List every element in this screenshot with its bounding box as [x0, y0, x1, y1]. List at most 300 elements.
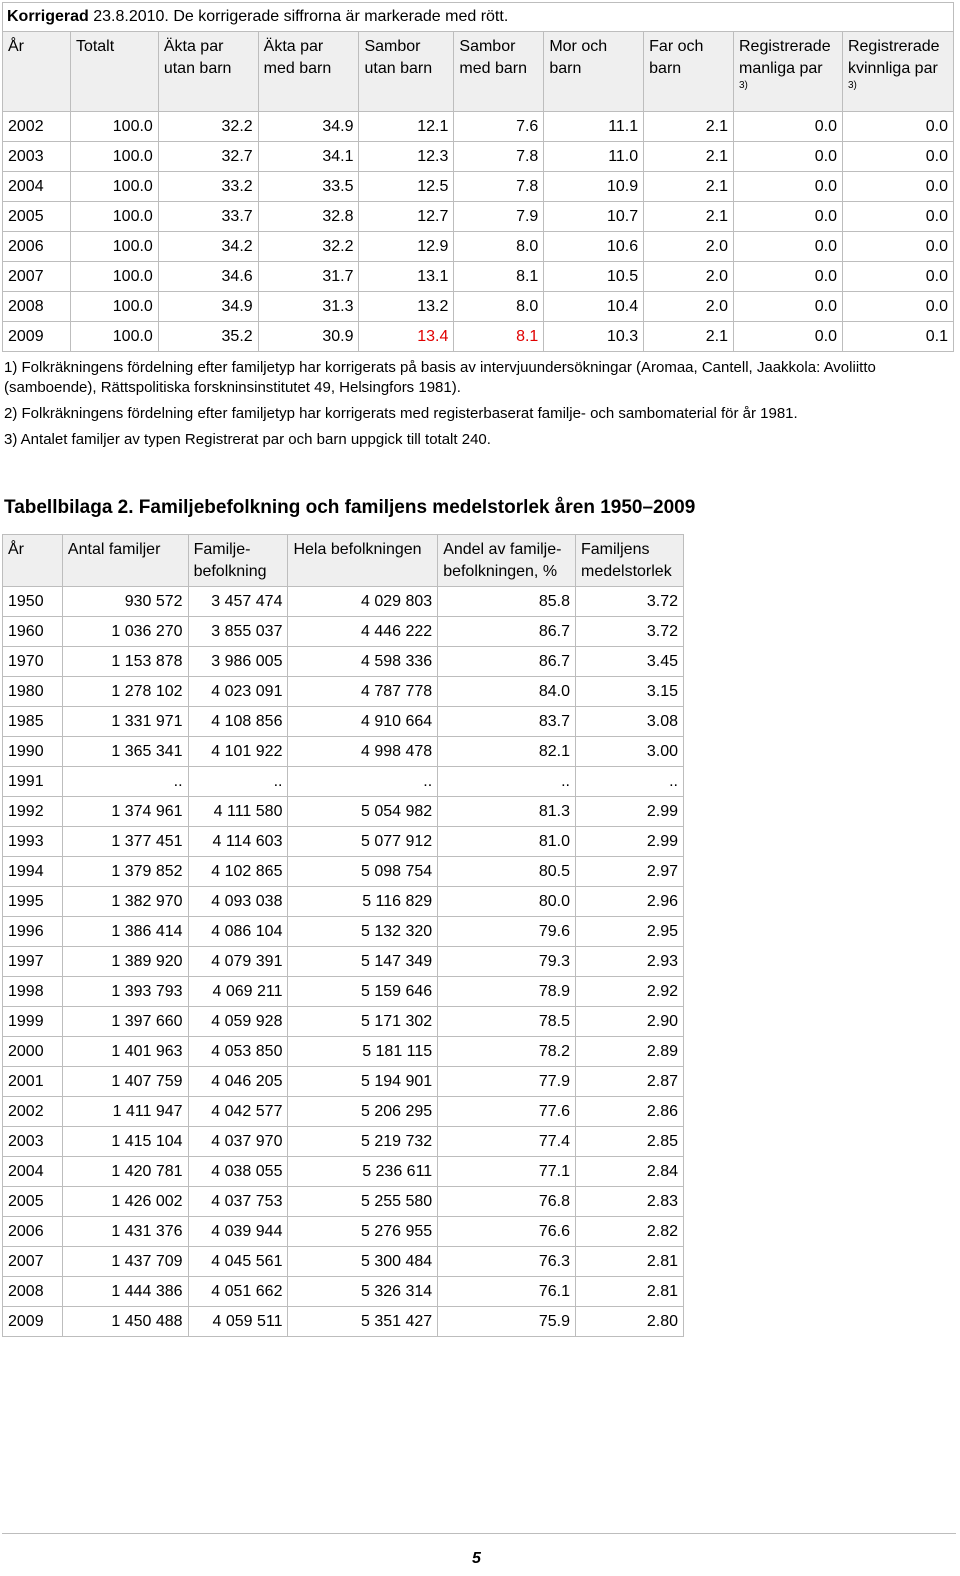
table-cell: 2.1: [644, 112, 734, 142]
table-row: [3, 827, 684, 857]
table-cell: 34.1: [258, 142, 359, 172]
table-cell: 1 278 102: [62, 677, 188, 707]
footnote-3: 3) Antalet familjer av typen Registrerat par och barn uppgick till totalt 240.: [4, 431, 491, 448]
table-cell: 4 039 944: [188, 1217, 288, 1247]
table-cell: 100.0: [70, 202, 158, 232]
year-cell: 1992: [3, 797, 63, 827]
table-cell: 0.0: [842, 202, 953, 232]
table-cell: 12.9: [359, 232, 454, 262]
table-cell: 32.2: [158, 112, 258, 142]
table1-header-label: Far och barn: [649, 38, 704, 77]
table-cell: 86.7: [438, 617, 576, 647]
table-cell: 0.0: [734, 112, 843, 142]
table-cell: 4 051 662: [188, 1277, 288, 1307]
table-cell: 1 450 488: [62, 1307, 188, 1337]
table1-header-cell: [454, 32, 544, 112]
table1-header-cell: [70, 32, 158, 112]
table-cell: 100.0: [70, 262, 158, 292]
table-cell: 3 855 037: [188, 617, 288, 647]
year-cell: 1985: [3, 707, 63, 737]
table-cell: 1 382 970: [62, 887, 188, 917]
table-cell: 2.81: [576, 1277, 684, 1307]
year-cell: 2003: [3, 1127, 63, 1157]
table2-header-cell: År: [3, 535, 63, 587]
table-cell: 5 116 829: [288, 887, 438, 917]
table-cell: 100.0: [70, 142, 158, 172]
table-cell: 3.72: [576, 617, 684, 647]
table1-header-label: Sambor utan barn: [364, 38, 433, 77]
year-cell: 2002: [3, 112, 71, 142]
table-cell: 2.96: [576, 887, 684, 917]
table-cell: 1 379 852: [62, 857, 188, 887]
table-cell: 0.0: [842, 172, 953, 202]
table-cell: 2.1: [644, 172, 734, 202]
table-cell: 1 444 386: [62, 1277, 188, 1307]
year-cell: 1996: [3, 917, 63, 947]
table-row: [3, 1307, 684, 1337]
table-row: [3, 767, 684, 797]
table-cell: 1 393 793: [62, 977, 188, 1007]
table-cell: 30.9: [258, 322, 359, 352]
table-cell: 2.0: [644, 262, 734, 292]
table-row: [3, 797, 684, 827]
table-cell: 76.6: [438, 1217, 576, 1247]
table-row: [3, 1217, 684, 1247]
year-cell: 2009: [3, 322, 71, 352]
table-cell: 8.1: [454, 262, 544, 292]
year-cell: 2001: [3, 1067, 63, 1097]
table-cell: 5 236 611: [288, 1157, 438, 1187]
table1-header-label: År: [8, 38, 24, 55]
table-cell: 4 598 336: [288, 647, 438, 677]
family-population-table: [2, 534, 684, 1337]
table-cell: 2.85: [576, 1127, 684, 1157]
table-cell: 1 411 947: [62, 1097, 188, 1127]
table-cell: 3 457 474: [188, 587, 288, 617]
table-cell: 7.9: [454, 202, 544, 232]
table-cell: 5 147 349: [288, 947, 438, 977]
table-cell: 7.8: [454, 172, 544, 202]
table-cell: 2.83: [576, 1187, 684, 1217]
table-cell: 4 998 478: [288, 737, 438, 767]
table-cell: 4 102 865: [188, 857, 288, 887]
year-cell: 2004: [3, 1157, 63, 1187]
table-cell: 5 181 115: [288, 1037, 438, 1067]
table-cell: 930 572: [62, 587, 188, 617]
table-cell: 2.81: [576, 1247, 684, 1277]
table-cell: 79.3: [438, 947, 576, 977]
table-cell: 13.1: [359, 262, 454, 292]
table-cell: 10.5: [544, 262, 644, 292]
table-cell: 0.1: [842, 322, 953, 352]
table-cell: 10.3: [544, 322, 644, 352]
table-cell: 32.7: [158, 142, 258, 172]
table-cell: 0.0: [734, 202, 843, 232]
table-cell: 2.84: [576, 1157, 684, 1187]
table-cell: 2.86: [576, 1097, 684, 1127]
table1-header-cell: [842, 32, 953, 112]
table-cell: 5 054 982: [288, 797, 438, 827]
table1-header-cell: [544, 32, 644, 112]
footnote-2: 2) Folkräkningens fördelning efter familjetyp har korrigerats med registerbaserat familje- och sambomaterial för år 1981.: [4, 405, 798, 422]
year-cell: 1993: [3, 827, 63, 857]
table2-header-cell: Familjens medelstorlek: [576, 535, 684, 587]
year-cell: 2004: [3, 172, 71, 202]
table-row: [3, 322, 954, 352]
table1-header-label: Äkta par utan barn: [163, 38, 232, 77]
table-cell: 4 069 211: [188, 977, 288, 1007]
table-cell: 5 300 484: [288, 1247, 438, 1277]
year-cell: 2008: [3, 1277, 63, 1307]
table-cell: 1 365 341: [62, 737, 188, 767]
table1-header-cell: [258, 32, 359, 112]
table1-header-label: Registrerade manliga par: [739, 38, 831, 77]
table1-header-cell: [644, 32, 734, 112]
table-cell: 100.0: [70, 292, 158, 322]
table-cell: 2.1: [644, 202, 734, 232]
table-cell: 76.8: [438, 1187, 576, 1217]
table-row: [3, 1187, 684, 1217]
table-cell: 12.1: [359, 112, 454, 142]
table-cell: 76.1: [438, 1277, 576, 1307]
table-cell: 34.9: [258, 112, 359, 142]
table-cell: 2.99: [576, 827, 684, 857]
table-cell: 11.1: [544, 112, 644, 142]
table-cell: 77.9: [438, 1067, 576, 1097]
table-cell: 33.5: [258, 172, 359, 202]
table-cell: 85.8: [438, 587, 576, 617]
table-row: [3, 202, 954, 232]
year-cell: 2006: [3, 232, 71, 262]
table-cell: 100.0: [70, 322, 158, 352]
table-cell: 100.0: [70, 172, 158, 202]
year-cell: 2002: [3, 1097, 63, 1127]
year-cell: 1950: [3, 587, 63, 617]
table-row: [3, 887, 684, 917]
table-cell: 33.7: [158, 202, 258, 232]
table-cell: 5 219 732: [288, 1127, 438, 1157]
table-cell: 1 036 270: [62, 617, 188, 647]
table-cell: 2.1: [644, 142, 734, 172]
table-cell: 78.5: [438, 1007, 576, 1037]
table-row: [3, 1127, 684, 1157]
year-cell: 2005: [3, 1187, 63, 1217]
table-cell: 77.6: [438, 1097, 576, 1127]
table-cell: 80.0: [438, 887, 576, 917]
table-cell: 4 037 970: [188, 1127, 288, 1157]
table-cell: 5 351 427: [288, 1307, 438, 1337]
year-cell: 2005: [3, 202, 71, 232]
table-cell: 4 101 922: [188, 737, 288, 767]
table-cell: 35.2: [158, 322, 258, 352]
table-cell: 8.0: [454, 292, 544, 322]
table-row: [3, 947, 684, 977]
table1-header-cell: [3, 32, 71, 112]
table-cell: 11.0: [544, 142, 644, 172]
table1-header-label: Registrerade kvinnliga par: [847, 38, 940, 77]
correction-text: 23.8.2010. De korrigerade siffrorna är markerade med rött.: [88, 8, 509, 25]
table-cell: 2.1: [644, 322, 734, 352]
table-cell: 1 377 451: [62, 827, 188, 857]
table1-header-row: [3, 32, 954, 112]
table-cell: 1 426 002: [62, 1187, 188, 1217]
year-cell: 1998: [3, 977, 63, 1007]
table-cell: 4 059 928: [188, 1007, 288, 1037]
table-cell: 31.3: [258, 292, 359, 322]
table-row: [3, 1157, 684, 1187]
table-cell: 5 132 320: [288, 917, 438, 947]
table-cell: 5 077 912: [288, 827, 438, 857]
table-cell: 5 098 754: [288, 857, 438, 887]
table-cell: 4 910 664: [288, 707, 438, 737]
table2-header-row: [3, 535, 684, 587]
year-cell: 1980: [3, 677, 63, 707]
table-row: [3, 1067, 684, 1097]
table-cell: 5 206 295: [288, 1097, 438, 1127]
table-cell: 13.2: [359, 292, 454, 322]
table1-header-note: 3): [847, 80, 857, 91]
table-row: [3, 917, 684, 947]
table-cell: 1 401 963: [62, 1037, 188, 1067]
year-cell: 2000: [3, 1037, 63, 1067]
footnote-1: 1) Folkräkningens fördelning efter familjetyp har korrigerats på basis av intervjuundersökningar (Aromaa, Cantell, Jaakkola: Avoliitto (samboende), Rättspolitiska forskninsinstitutet 49, Helsingfors 1981).: [4, 359, 876, 396]
year-cell: 2009: [3, 1307, 63, 1337]
table-row: [3, 1247, 684, 1277]
table-cell: 5 255 580: [288, 1187, 438, 1217]
table-cell: 12.3: [359, 142, 454, 172]
table-cell: 4 086 104: [188, 917, 288, 947]
table-cell: 5 194 901: [288, 1067, 438, 1097]
table-cell: 5 171 302: [288, 1007, 438, 1037]
table-row: [3, 292, 954, 322]
table-row: [3, 142, 954, 172]
table-row: [3, 737, 684, 767]
table1-header-cell: [359, 32, 454, 112]
year-cell: 2008: [3, 292, 71, 322]
table-cell: 12.7: [359, 202, 454, 232]
table-cell: 1 431 376: [62, 1217, 188, 1247]
table-cell: 1 153 878: [62, 647, 188, 677]
table2-header-cell: Familje- befolkning: [188, 535, 288, 587]
table-cell: 10.7: [544, 202, 644, 232]
corrected-value-cell: 8.1: [454, 322, 544, 352]
table-cell: 32.8: [258, 202, 359, 232]
table1-header-cell: [158, 32, 258, 112]
table-cell: 34.2: [158, 232, 258, 262]
table-row: [3, 647, 684, 677]
table-cell: 3.45: [576, 647, 684, 677]
table-row: [3, 707, 684, 737]
table2-header-cell: Hela befolkningen: [288, 535, 438, 587]
table-cell: 80.5: [438, 857, 576, 887]
table-row: [3, 677, 684, 707]
table-cell: 4 042 577: [188, 1097, 288, 1127]
table-row: [3, 172, 954, 202]
table-cell: 4 046 205: [188, 1067, 288, 1097]
table-cell: 100.0: [70, 232, 158, 262]
table-cell: 79.6: [438, 917, 576, 947]
table-cell: 2.93: [576, 947, 684, 977]
table-cell: 2.92: [576, 977, 684, 1007]
table-cell: 0.0: [842, 262, 953, 292]
table-cell: 0.0: [734, 262, 843, 292]
table-cell: 86.7: [438, 647, 576, 677]
table-cell: 4 079 391: [188, 947, 288, 977]
table-row: [3, 587, 684, 617]
table1-header-label: Totalt: [75, 38, 115, 55]
year-cell: 2007: [3, 262, 71, 292]
year-cell: 1970: [3, 647, 63, 677]
table-cell: 0.0: [842, 232, 953, 262]
table-cell: 2.90: [576, 1007, 684, 1037]
table-cell: 4 111 580: [188, 797, 288, 827]
table-cell: 1 389 920: [62, 947, 188, 977]
table-cell: 3.00: [576, 737, 684, 767]
table-cell: 1 331 971: [62, 707, 188, 737]
table-cell: 2.82: [576, 1217, 684, 1247]
table-cell: 4 093 038: [188, 887, 288, 917]
year-cell: 1995: [3, 887, 63, 917]
table2-header-cell: Antal familjer: [62, 535, 188, 587]
table-cell: 1 374 961: [62, 797, 188, 827]
table-cell: 10.6: [544, 232, 644, 262]
table-cell: 4 037 753: [188, 1187, 288, 1217]
table-cell: 0.0: [734, 322, 843, 352]
table-row: [3, 1037, 684, 1067]
table1-header-label: Mor och barn: [549, 38, 608, 77]
table-cell: 0.0: [734, 142, 843, 172]
table-cell: 33.2: [158, 172, 258, 202]
table-cell: 84.0: [438, 677, 576, 707]
table-cell: 2.95: [576, 917, 684, 947]
table-cell: 5 159 646: [288, 977, 438, 1007]
table-cell: 77.1: [438, 1157, 576, 1187]
table-cell: 83.7: [438, 707, 576, 737]
table-cell: 5 276 955: [288, 1217, 438, 1247]
table-cell: 4 114 603: [188, 827, 288, 857]
table-cell: 12.5: [359, 172, 454, 202]
table-cell: 7.8: [454, 142, 544, 172]
table-cell: 0.0: [734, 172, 843, 202]
table-cell: ..: [62, 767, 188, 797]
table-cell: 31.7: [258, 262, 359, 292]
table-cell: 75.9: [438, 1307, 576, 1337]
table-cell: 78.2: [438, 1037, 576, 1067]
table-row: [3, 617, 684, 647]
table-cell: 1 407 759: [62, 1067, 188, 1097]
table-cell: 5 326 314: [288, 1277, 438, 1307]
table-cell: 4 045 561: [188, 1247, 288, 1277]
table-cell: 1 415 104: [62, 1127, 188, 1157]
table-cell: 4 108 856: [188, 707, 288, 737]
table-cell: ..: [288, 767, 438, 797]
footnotes: [4, 358, 956, 456]
table-cell: ..: [438, 767, 576, 797]
table-cell: 10.9: [544, 172, 644, 202]
table-cell: 10.4: [544, 292, 644, 322]
year-cell: 1994: [3, 857, 63, 887]
table-cell: 81.0: [438, 827, 576, 857]
year-cell: 1997: [3, 947, 63, 977]
table-cell: 4 038 055: [188, 1157, 288, 1187]
year-cell: 1999: [3, 1007, 63, 1037]
table-cell: 76.3: [438, 1247, 576, 1277]
table-cell: 0.0: [734, 292, 843, 322]
table1-header-cell: [734, 32, 843, 112]
year-cell: 1960: [3, 617, 63, 647]
corrected-value-cell: 13.4: [359, 322, 454, 352]
table-cell: 2.99: [576, 797, 684, 827]
table-cell: 4 023 091: [188, 677, 288, 707]
table2-header-cell: Andel av familje- befolkningen, %: [438, 535, 576, 587]
table-cell: 2.0: [644, 232, 734, 262]
table-cell: 2.87: [576, 1067, 684, 1097]
table-cell: 1 420 781: [62, 1157, 188, 1187]
table-cell: 78.9: [438, 977, 576, 1007]
family-type-distribution-table: [2, 31, 954, 352]
table-cell: 34.6: [158, 262, 258, 292]
table-cell: 1 386 414: [62, 917, 188, 947]
table-cell: 0.0: [734, 232, 843, 262]
table2-title: Tabellbilaga 2. Familjebefolkning och familjens medelstorlek åren 1950–2009: [4, 497, 696, 518]
table-row: [3, 1097, 684, 1127]
table-row: [3, 857, 684, 887]
table-cell: 3.72: [576, 587, 684, 617]
table-cell: 1 397 660: [62, 1007, 188, 1037]
correction-notice: [2, 2, 954, 32]
table-row: [3, 232, 954, 262]
table-cell: 2.97: [576, 857, 684, 887]
correction-prefix: Korrigerad: [7, 8, 89, 25]
table-cell: 4 787 778: [288, 677, 438, 707]
table1-header-label: Äkta par med barn: [263, 38, 332, 77]
table-row: [3, 1007, 684, 1037]
table-cell: 32.2: [258, 232, 359, 262]
table-cell: 100.0: [70, 112, 158, 142]
table-row: [3, 977, 684, 1007]
table-cell: 4 053 850: [188, 1037, 288, 1067]
table-cell: 8.0: [454, 232, 544, 262]
table-cell: 0.0: [842, 142, 953, 172]
table-cell: 4 029 803: [288, 587, 438, 617]
table-cell: 81.3: [438, 797, 576, 827]
table-row: [3, 112, 954, 142]
table-cell: 3.15: [576, 677, 684, 707]
table-row: [3, 262, 954, 292]
table-cell: 0.0: [842, 112, 953, 142]
table-cell: ..: [576, 767, 684, 797]
table-cell: 4 446 222: [288, 617, 438, 647]
table1-header-label: Sambor med barn: [459, 38, 527, 77]
page-number: 5: [472, 1550, 481, 1567]
table-cell: 77.4: [438, 1127, 576, 1157]
year-cell: 1990: [3, 737, 63, 767]
year-cell: 1991: [3, 767, 63, 797]
table-cell: 82.1: [438, 737, 576, 767]
table-row: [3, 1277, 684, 1307]
table-cell: ..: [188, 767, 288, 797]
table-cell: 3 986 005: [188, 647, 288, 677]
table1-header-note: 3): [739, 80, 748, 91]
table-cell: 34.9: [158, 292, 258, 322]
table-cell: 0.0: [842, 292, 953, 322]
table-cell: 1 437 709: [62, 1247, 188, 1277]
year-cell: 2007: [3, 1247, 63, 1277]
year-cell: 2006: [3, 1217, 63, 1247]
table-cell: 2.0: [644, 292, 734, 322]
table-cell: 2.89: [576, 1037, 684, 1067]
table-cell: 2.80: [576, 1307, 684, 1337]
